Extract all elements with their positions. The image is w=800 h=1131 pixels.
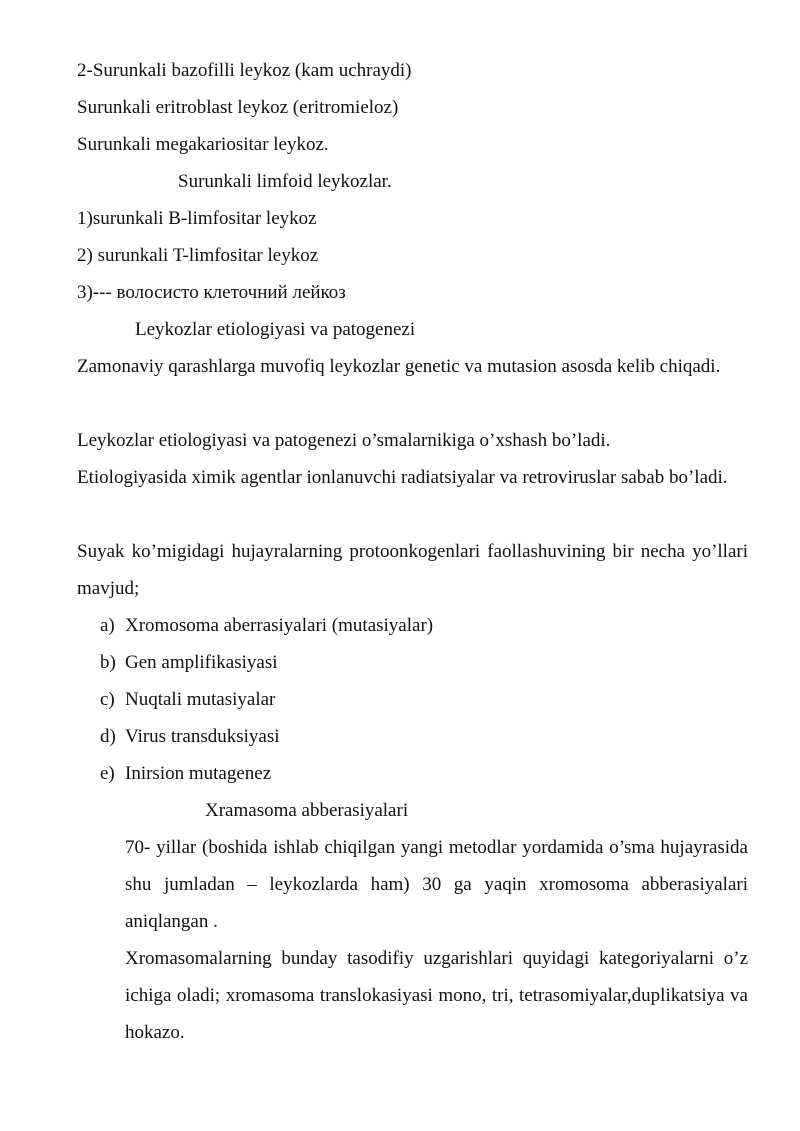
list-item — [100, 755, 271, 792]
list-item-text: Virus transduksiyasi — [125, 726, 280, 747]
paragraph: Suyak ko’migidagi hujayralarning protoonkogenlari faollashuvining bir necha yo’llari mavjud; — [77, 541, 748, 599]
list-item-text: Nuqtali mutasiyalar — [125, 689, 276, 710]
list-item-text: Gen amplifikasiyasi — [125, 652, 278, 673]
section-heading: Xramasoma abberasiyalari — [205, 800, 409, 821]
paragraph: Etiologiyasida ximik agentlar ionlanuvchi radiatsiyalar va retroviruslar sabab bo’ladi. — [77, 467, 728, 488]
list-marker: d) — [100, 726, 116, 747]
list-item-text: Xromosoma aberrasiyalari (mutasiyalar) — [125, 615, 434, 636]
section-heading: Surunkali limfoid leykozlar. — [178, 171, 392, 192]
text-line: 2-Surunkali bazofilli leykoz (kam uchraydi) — [77, 60, 412, 81]
paragraph: Zamonaviy qarashlarga muvofiq leykozlar genetic va mutasion asosda kelib chiqadi. — [77, 356, 721, 377]
list-item — [100, 644, 278, 681]
text-line: 1)surunkali B-limfositar leykoz — [77, 208, 317, 229]
text-line: Surunkali eritroblast leykoz (eritromieloz) — [77, 97, 399, 118]
list-marker: a) — [100, 615, 115, 636]
list-item — [100, 718, 280, 755]
text-line: Surunkali megakariositar leykoz. — [77, 134, 329, 155]
paragraph: Leykozlar etiologiyasi va patogenezi o’smalarnikiga o’xshash bo’ladi. — [77, 430, 611, 451]
paragraph: 70- yillar (boshida ishlab chiqilgan yangi metodlar yordamida o’sma hujayrasida shu jumladan – leykozlarda ham) 30 ga yaqin xromosoma abberasiyalari aniqlangan . — [125, 837, 748, 932]
list-marker: c) — [100, 689, 115, 710]
text-line: 3)--- волосисто клеточний лейкоз — [77, 282, 346, 303]
paragraph: Xromasomalarning bunday tasodifiy uzgarishlari quyidagi kategoriyalarni o’z ichiga oladi; xromasoma translokasiyasi mono, tri, tetrasomiyalar,duplikatsiya va hokazo. — [125, 948, 748, 1043]
list-item-text: Inirsion mutagenez — [125, 763, 272, 784]
section-heading: Leykozlar etiologiyasi va patogenezi — [135, 319, 416, 340]
list-item — [100, 681, 275, 718]
text-line: 2) surunkali T-limfositar leykoz — [77, 245, 319, 266]
list-item — [100, 607, 433, 644]
list-marker: e) — [100, 763, 115, 784]
list-marker: b) — [100, 652, 116, 673]
